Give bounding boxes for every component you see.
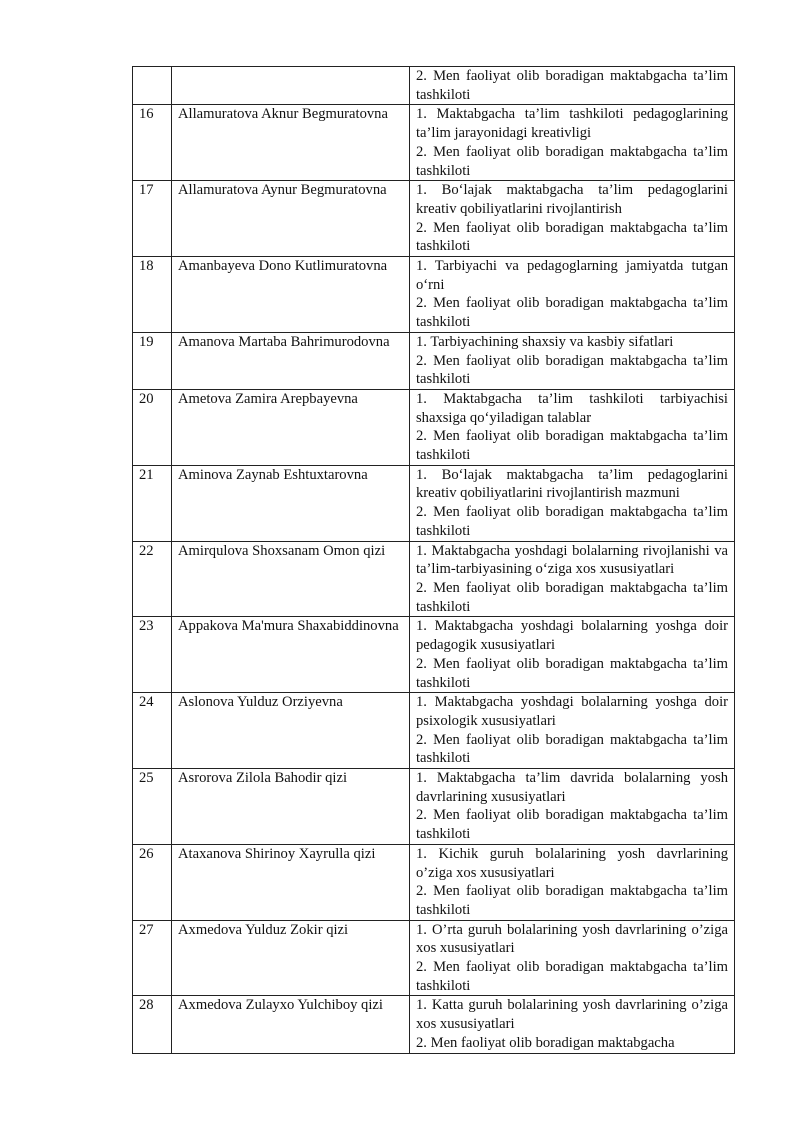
topic-item: 2. Men faoliyat olib boradigan maktabgacha ta’lim tashkiloti: [416, 219, 728, 255]
topic-item: 2. Men faoliyat olib boradigan maktabgacha: [416, 1034, 675, 1051]
student-name: Appakova Ma'mura Shaxabiddinovna: [172, 617, 410, 693]
topic-item: 1. Maktabgacha yoshdagi bolalarning yoshga doir psixologik xususiyatlari: [416, 694, 728, 729]
topic-cell: [410, 617, 735, 693]
student-name: [172, 67, 410, 105]
topic-item: 1. Bo‘lajak maktabgacha ta’lim pedagoglarini kreativ qobiliyatlarini rivojlantirish: [416, 182, 728, 217]
topic-cell: [410, 181, 735, 257]
topic-cell: [410, 105, 735, 181]
table-row: [133, 257, 735, 333]
student-name: Allamuratova Aynur Begmuratovna: [172, 181, 410, 257]
topic-cell: [410, 465, 735, 541]
topic-cell: [410, 920, 735, 996]
topic-item: 2. Men faoliyat olib boradigan maktabgacha ta’lim tashkiloti: [416, 143, 728, 179]
topic-item: 1. Maktabgacha yoshdagi bolalarning rivojlanishi va ta’lim-tarbiyasining o‘ziga xos xususiyatlari: [416, 542, 728, 578]
student-name: Aslonova Yulduz Orziyevna: [172, 693, 410, 769]
topic-item: 2. Men faoliyat olib boradigan maktabgacha ta’lim tashkiloti: [416, 504, 728, 539]
row-number: 24: [133, 693, 172, 769]
row-number: 23: [133, 617, 172, 693]
topic-cell: [410, 996, 735, 1053]
table-row: [133, 389, 735, 465]
row-number: 25: [133, 769, 172, 845]
row-number: 16: [133, 105, 172, 181]
topic-item: 1. Maktabgacha ta’lim davrida bolalarning yosh davrlarining xususiyatlari: [416, 770, 728, 805]
student-name: Amanova Martaba Bahrimurodovna: [172, 332, 410, 389]
topic-item: 1. Kichik guruh bolalarining yosh davrlarining o’ziga xos xususiyatlari: [416, 845, 728, 881]
row-number: [133, 67, 172, 105]
topic-cell: [410, 257, 735, 333]
topic-item: 2. Men faoliyat olib boradigan maktabgacha ta’lim tashkiloti: [416, 579, 728, 615]
topic-item: 1. Maktabgacha yoshdagi bolalarning yoshga doir pedagogik xususiyatlari: [416, 618, 728, 654]
topic-cell: [410, 693, 735, 769]
topic-item: 2. Men faoliyat olib boradigan maktabgacha ta’lim tashkiloti: [416, 731, 728, 767]
student-name: Axmedova Yulduz Zokir qizi: [172, 920, 410, 996]
table-body: [133, 67, 735, 1054]
topic-cell: [410, 769, 735, 845]
student-topic-table: [132, 66, 735, 1054]
student-name: Ametova Zamira Arepbayevna: [172, 389, 410, 465]
topic-item: 1. Bo‘lajak maktabgacha ta’lim pedagoglarini kreativ qobiliyatlarini rivojlantirish mazmuni: [416, 466, 728, 502]
topic-item: 2. Men faoliyat olib boradigan maktabgacha ta’lim tashkiloti: [416, 655, 728, 691]
table-row: [133, 844, 735, 920]
topic-item: 1. Maktabgacha ta’lim tashkiloti tarbiyachisi shaxsiga qo‘yiladigan talablar: [416, 390, 728, 426]
table-row: [133, 105, 735, 181]
row-number: 22: [133, 541, 172, 617]
topic-item: 1. Tarbiyachining shaxsiy va kasbiy sifatlari: [416, 333, 674, 350]
topic-item: 2. Men faoliyat olib boradigan maktabgacha ta’lim tashkiloti: [416, 807, 728, 843]
topic-item: 2. Men faoliyat olib boradigan maktabgacha ta’lim tashkiloti: [416, 428, 728, 464]
student-name: Axmedova Zulayxo Yulchiboy qizi: [172, 996, 410, 1053]
table-row: [133, 541, 735, 617]
topic-cell: [410, 332, 735, 389]
table-row: [133, 920, 735, 996]
table-row: [133, 332, 735, 389]
row-number: 18: [133, 257, 172, 333]
row-number: 20: [133, 389, 172, 465]
table-row: [133, 693, 735, 769]
row-number: 19: [133, 332, 172, 389]
topic-item: 2. Men faoliyat olib boradigan maktabgacha ta’lim tashkiloti: [416, 68, 728, 103]
row-number: 27: [133, 920, 172, 996]
table-row: [133, 67, 735, 105]
student-name: Aminova Zaynab Eshtuxtarovna: [172, 465, 410, 541]
topic-item: 1. O’rta guruh bolalarining yosh davrlarining o’ziga xos xususiyatlari: [416, 921, 728, 957]
table-row: [133, 181, 735, 257]
row-number: 26: [133, 844, 172, 920]
student-name: Allamuratova Aknur Begmuratovna: [172, 105, 410, 181]
table-row: [133, 769, 735, 845]
topic-item: 1. Tarbiyachi va pedagoglarning jamiyatda tutgan o‘rni: [416, 258, 728, 293]
table-row: [133, 996, 735, 1053]
student-name: Ataxanova Shirinoy Xayrulla qizi: [172, 844, 410, 920]
topic-cell: [410, 844, 735, 920]
student-name: Amirqulova Shoxsanam Omon qizi: [172, 541, 410, 617]
topic-item: 2. Men faoliyat olib boradigan maktabgacha ta’lim tashkiloti: [416, 352, 728, 388]
topic-item: 2. Men faoliyat olib boradigan maktabgacha ta’lim tashkiloti: [416, 883, 728, 918]
topic-item: 1. Katta guruh bolalarining yosh davrlarining o’ziga xos xususiyatlari: [416, 997, 728, 1033]
topic-cell: [410, 541, 735, 617]
table-row: [133, 617, 735, 693]
student-name: Asrorova Zilola Bahodir qizi: [172, 769, 410, 845]
row-number: 21: [133, 465, 172, 541]
row-number: 28: [133, 996, 172, 1053]
topic-item: 1. Maktabgacha ta’lim tashkiloti pedagoglarining ta’lim jarayonidagi kreativligi: [416, 106, 728, 142]
topic-cell: [410, 67, 735, 105]
topic-item: 2. Men faoliyat olib boradigan maktabgacha ta’lim tashkiloti: [416, 959, 728, 994]
row-number: 17: [133, 181, 172, 257]
topic-cell: [410, 389, 735, 465]
table-row: [133, 465, 735, 541]
topic-item: 2. Men faoliyat olib boradigan maktabgacha ta’lim tashkiloti: [416, 295, 728, 331]
student-name: Amanbayeva Dono Kutlimuratovna: [172, 257, 410, 333]
